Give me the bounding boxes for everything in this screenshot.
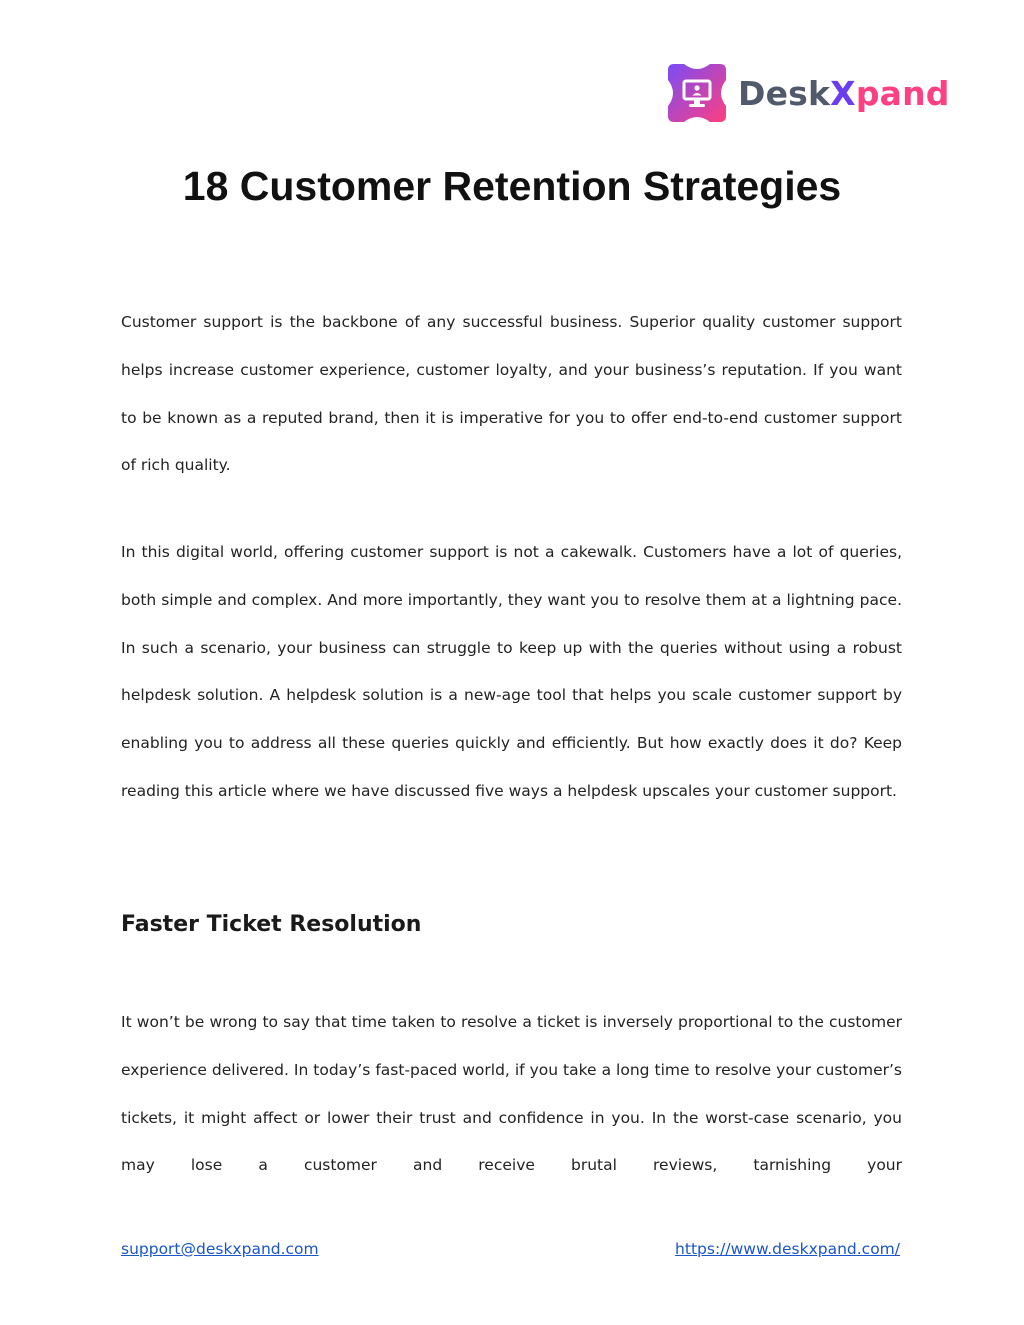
- brand-name-part-x: X: [830, 73, 856, 113]
- document-title: 18 Customer Retention Strategies: [182, 163, 842, 209]
- logo-mark-icon: [664, 60, 730, 126]
- support-email-link[interactable]: support@deskxpand.com: [121, 1240, 319, 1258]
- intro-paragraph-1: Customer support is the backbone of any successful business. Superior quality customer support helps increase customer experience, customer loyalty, and your business’s reputation. If you want to be known as a reputed brand, then it is imperative for you to offer end-to-end customer support of rich quality.: [121, 313, 902, 475]
- website-link[interactable]: https://www.deskxpand.com/: [675, 1240, 900, 1258]
- brand-logo: [664, 60, 950, 126]
- intro-paragraph-2: In this digital world, offering customer support is not a cakewalk. Customers have a lot of queries, both simple and complex. And more importantly, they want you to resolve them at a lightning pace. In such a scenario, your business can struggle to keep up with the queries without using a robust helpdesk solution. A helpdesk solution is a new-age tool that helps you scale customer support by enabling you to address all these queries quickly and efficiently. But how exactly does it do? Keep reading this article where we have discussed five ways a helpdesk upscales your customer support.: [121, 543, 902, 800]
- brand-name: [738, 73, 950, 113]
- section-heading: Faster Ticket Resolution: [121, 912, 422, 937]
- brand-name-part-pand: pand: [855, 73, 950, 113]
- section-paragraph: It won’t be wrong to say that time taken to resolve a ticket is inversely proportional to the customer experience delivered. In today’s fast-paced world, if you take a long time to resolve your customer’s tickets, it might affect or lower their trust and confidence in you. In the worst-case scenario, you may lose a customer and receive brutal reviews, tarnishing your: [121, 1013, 902, 1175]
- brand-name-part-desk: Desk: [738, 73, 831, 113]
